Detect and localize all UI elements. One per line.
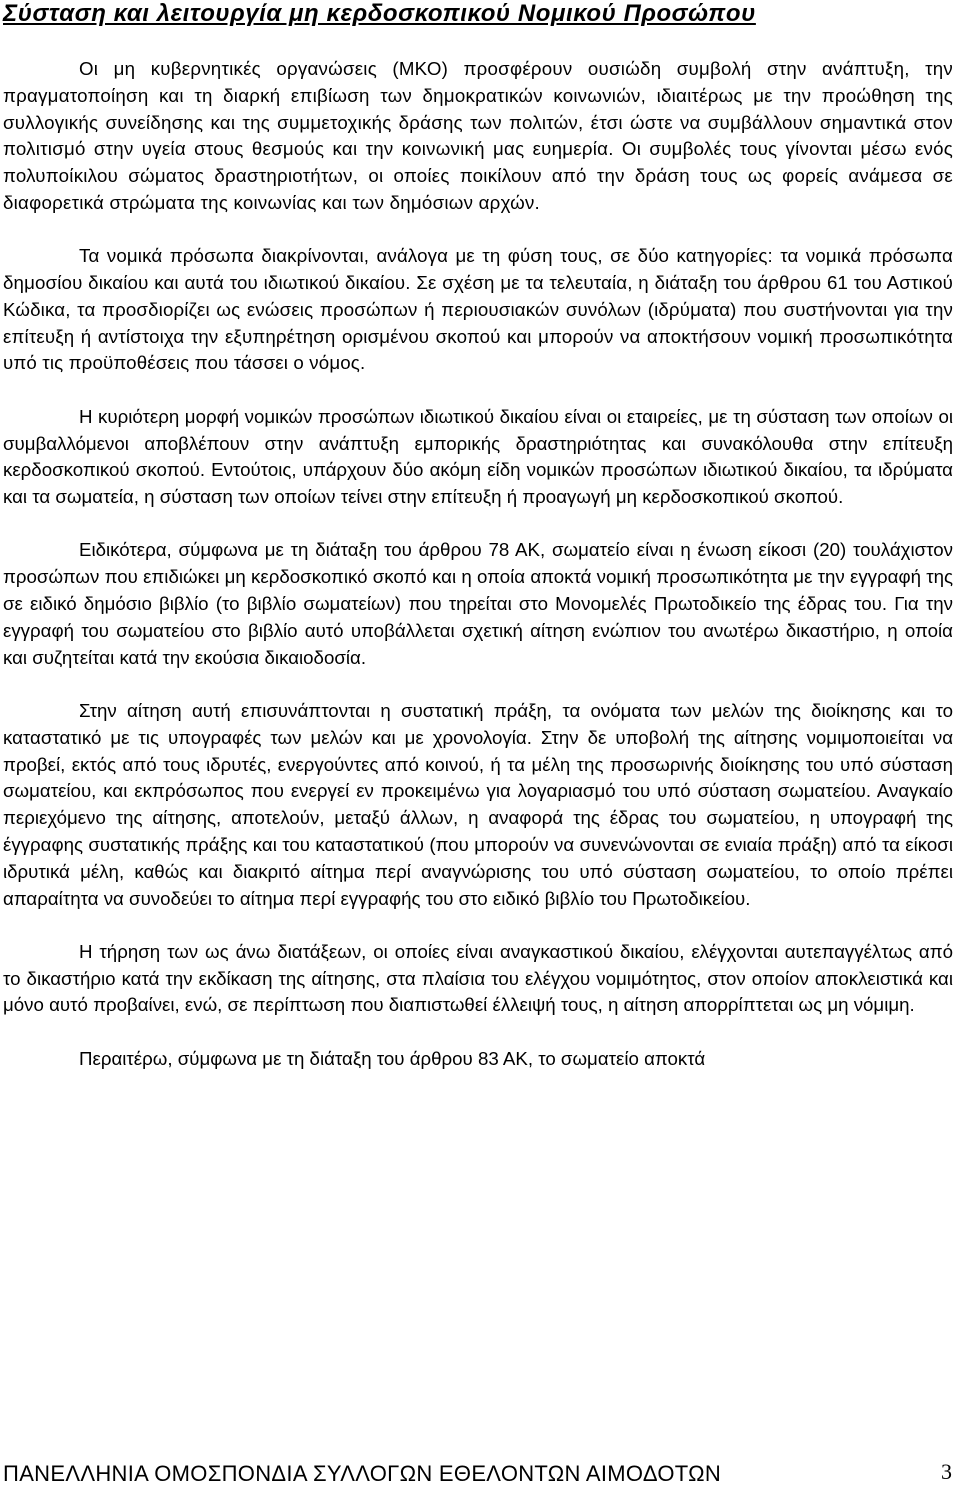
paragraph-application-contents: Στην αίτηση αυτή επισυνάπτονται η συστατική πράξη, τα ονόματα των μελών της διοίκησης και το καταστατικό με τις υπογραφές των μελών και με χρονολογία. Στην δε υποβολή της αίτησης νομιμοποιείται να προβεί, εκτός από τους ιδρυτές, ενεργούντες από κοινού, ή τα μέλη της προσωρινής διοίκησης του υπό σύσταση σωματείου, και εκπρόσωπος που ενεργεί εν προκειμένω για λογαριασμό του υπό σύσταση σωματείου. Αναγκαίο περιεχόμενο της αίτησης, αποτελούν, μεταξύ άλλων, η αναφορά της έδρας του σωματείου, η υπογραφή της έγγραφης συστατικής πράξης και του καταστατικού (που μπορούν να συνενώνονται σε ενιαία πράξη) από τα είκοσι ιδρυτικά μέλη, καθώς και διακριτό αίτημα περί αναγνώρισης του υπό σύσταση σωματείου, το οποίο πρέπει απαραίτητα να συνοδεύει το αίτημα περί εγγραφής του στο ειδικό βιβλίο του Πρωτοδικείου. [3,699,953,909]
paragraph-article-78: Ειδικότερα, σύμφωνα με τη διάταξη του άρθρου 78 ΑΚ, σωματείο είναι η ένωση είκοσι (20) τουλάχιστον προσώπων που επιδιώκει μη κερδοσκοπικό σκοπό και η οποία αποκτά νομική προσωπικότητα με την εγγραφή της σε ειδικό δημόσιο βιβλίο (το βιβλίο σωματείων) που τηρείται στο Μονομελές Πρωτοδικείο της έδρας του. Για την εγγραφή του σωματείου στο βιβλίο αυτό υποβάλλεται σχετική αίτηση ενώπιον του ανωτέρω δικαστήριο, η οποία και συζητείται κατά την εκούσια δικαιοδοσία. [3,539,953,668]
paragraph-ngo-contribution: Οι μη κυβερνητικές οργανώσεις (ΜΚΟ) προσφέρουν ουσιώδη συμβολή στην ανάπτυξη, την πραγματοποίηση και τη διαρκή επιβίωση των δημοκρατικών κοινωνιών, ιδιαιτέρως με την προώθηση της συλλογικής συνείδησης και της συμμετοχικής δράσης των πολιτών, έτσι ώστε να συμβάλλουν σημαντικά στον πολιτισμό στην υγεία στους θεσμούς και την κοινωνική μας ευημερία. Οι συμβολές τους γίνονται μέσω ενός πολυποίκιλου σώματος δραστηριοτήτων, οι οποίες ποικίλουν από την δράση τους ως φορείς ανάμεσα σε διαφορετικά στρώματα της κοινωνίας και των δημόσιων αρχών. [3,58,953,213]
footer-organization: ΠΑΝΕΛΛΗΝΙΑ ΟΜΟΣΠΟΝΔΙΑ ΣΥΛΛΟΓΩΝ ΕΘΕΛΟΝΤΩΝ ΑΙΜΟΔΟΤΩΝ [3,1461,722,1486]
paragraph-legal-entities: Τα νομικά πρόσωπα διακρίνονται, ανάλογα με τη φύση τους, σε δύο κατηγορίες: τα νομικά πρόσωπα δημοσίου δικαίου και αυτά του ιδιωτικού δικαίου. Σε σχέση με τα τελευταία, η διάταξη του άρθρου 61 του Αστικού Κώδικα, τα προσδιορίζει ως ενώσεις προσώπων ή περιουσιακών συνόλων (ιδρύματα) που συστήνονται για την επίτευξη ή αντίστοιχα την εξυπηρέτηση ορισμένου σκοπού και μπορούν να αποκτήσουν νομική προσωπικότητα υπό τις προϋποθέσεις που τάσσει ο νόμος. [3,245,953,374]
paragraph-private-law-forms: Η κυριότερη μορφή νομικών προσώπων ιδιωτικού δικαίου είναι οι εταιρείες, με τη σύσταση των οποίων οι συμβαλλόμενοι αποβλέπουν στην ανάπτυξη εμπορικής δραστηριότητας και συνακόλουθα στην επίτευξη κερδοσκοπικού σκοπού. Εντούτοις, υπάρχουν δύο ακόμη είδη νομικών προσώπων ιδιωτικού δικαίου, τα ιδρύματα και τα σωματεία, η σύσταση των οποίων τείνει στην επίτευξη ή προαγωγή μη κερδοσκοπικού σκοπού. [3,405,953,508]
document-title: Σύσταση και λειτουργία μη κερδοσκοπικού Νομικού Προσώπου [3,0,756,27]
document-body [3,56,953,1099]
page-number: 3 [941,1459,952,1484]
paragraph-article-83: Περαιτέρω, σύμφωνα με τη διάταξη του άρθρου 83 ΑΚ, το σωματείο αποκτά [79,1047,706,1069]
paragraph-court-review: Η τήρηση των ως άνω διατάξεων, οι οποίες είναι αναγκαστικού δικαίου, ελέγχονται αυτεπαγγέλτως από το δικαστήριο κατά την εκδίκαση της αίτησης, στα πλαίσια του ελέγχου νομιμότητος, στον οποίον αποκλειστικά και μόνο αυτό προβαίνει, ενώ, σε περίπτωση που διαπιστωθεί έλλειψή τους, η αίτηση απορρίπτεται ως μη νόμιμη. [3,940,953,1016]
